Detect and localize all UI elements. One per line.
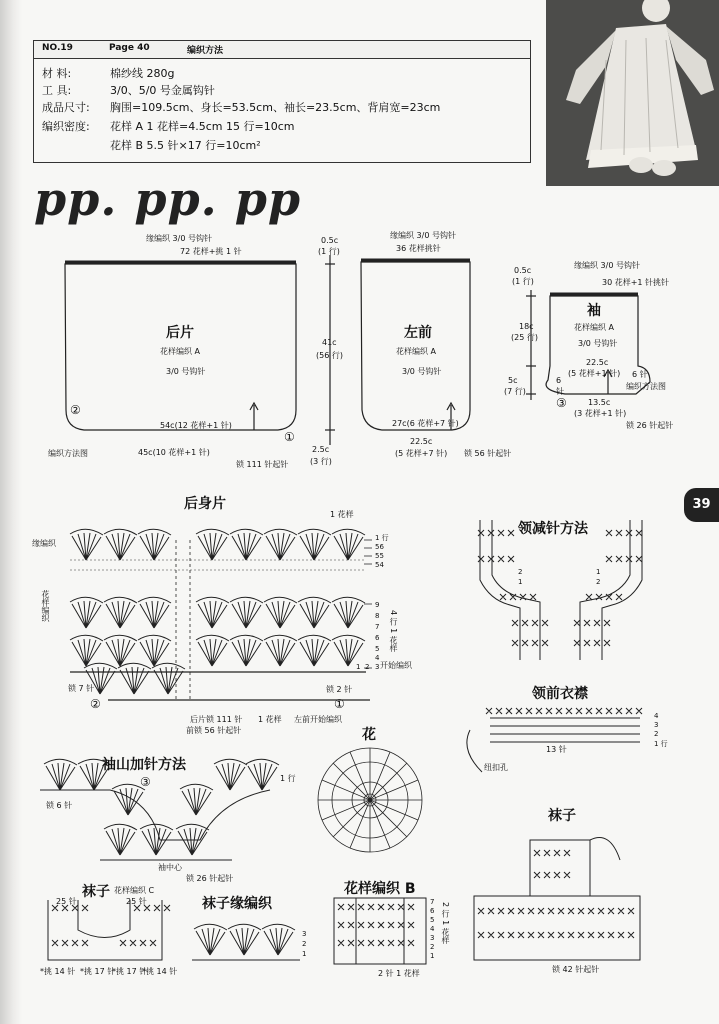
sleeve-top-note: 缘编织 3/0 号钩针 [574, 261, 640, 270]
placket-count: 13 针 [546, 745, 567, 754]
back-marker-1: ① [284, 430, 295, 444]
sock-left-title: 袜子 [82, 884, 110, 900]
gauge-label: 编织密度: [42, 120, 90, 133]
front-width-inner: 27c(6 花样+7 针) [392, 419, 459, 428]
materials-value: 棉纱线 280g [110, 67, 175, 80]
sleeve-cap-chain-26: 锁 26 针起针 [186, 874, 234, 883]
back-body-chart [70, 529, 372, 700]
back-marker-2: ② [70, 403, 81, 417]
pattern-b-title: 花样编织 B [344, 881, 416, 897]
back-width-bottom: 45c(10 花样+1 针) [138, 448, 210, 457]
back-pattern: 花样编织 A [160, 347, 201, 356]
tools-label: 工 具: [42, 84, 72, 97]
sleeve-top-count: 30 花样+1 针挑针 [602, 278, 670, 287]
placket-row-2: 2 [654, 730, 659, 738]
front-width-bottom-detail: (5 花样+7 针) [395, 449, 448, 458]
size-label: 成品尺寸: [42, 101, 90, 114]
flower-title: 花 [362, 727, 376, 743]
sock-left-pattern: 花样编织 C [114, 886, 155, 895]
tools-value: 3/0、5/0 号金属钩针 [110, 84, 215, 97]
back-piece-title: 后片 [166, 325, 194, 341]
sleeve-cap-chart [40, 759, 279, 860]
flower-chart [318, 748, 422, 852]
back-chart-marker-2: ② [90, 697, 101, 711]
sleeve-pattern: 花样编织 A [574, 323, 615, 332]
placket-row-1: 1 行 [654, 740, 668, 748]
back-chart-row-8: 8 [375, 612, 380, 620]
back-top-note: 缘编织 3/0 号钩针 [146, 234, 212, 243]
back-chart-row-label: 4 行 1 花样 [389, 610, 398, 652]
back-chart-chain-2: 锁 2 针 [326, 685, 353, 694]
pattern-b-row-7: 7 [430, 898, 435, 906]
sock-right-chain: 锁 42 针起针 [552, 965, 600, 974]
front-piece-title: 左前 [404, 325, 432, 341]
pattern-b-row-4: 4 [430, 925, 435, 933]
sleeve-top-rows: (1 行) [512, 277, 534, 286]
page-ref: Page 40 [109, 43, 150, 53]
back-width-inner: 54c(12 花样+1 针) [160, 421, 232, 430]
back-chart-row-1b: 1 [356, 663, 361, 671]
dim-bottom-gap: 2.5c [312, 445, 330, 454]
back-chart-front-chain: 前锁 56 针起针 [186, 726, 242, 735]
sleeve-cap-title: 袖山加针方法 [102, 757, 186, 773]
gauge-value-a: 花样 A 1 花样=4.5cm 15 行=10cm [110, 120, 295, 133]
back-chart-row-9: 9 [375, 601, 380, 609]
back-chart-front-start: 左前开始编织 [294, 715, 342, 724]
pattern-b-bottom: 2 针 1 花样 [378, 969, 420, 978]
neck-title: 领减针方法 [518, 521, 588, 537]
sleeve-width-mid-detail: (5 花样+1 针) [568, 369, 621, 378]
sleeve-method-ref: 编织方法图 [626, 382, 666, 391]
method-title: 编织方法 [187, 46, 224, 56]
front-needle: 3/0 号钩针 [402, 367, 442, 376]
sock-right-chart [474, 838, 640, 961]
back-chart-body-label: 花样编织 [41, 590, 50, 622]
back-chart-row-4: 4 [375, 654, 380, 662]
back-chart-title: 后身片 [184, 496, 226, 512]
pattern-b-row-2: 2 [430, 943, 435, 951]
sock-edge-chart [192, 924, 300, 960]
back-method-ref: 编织方法图 [48, 449, 88, 458]
back-top-count: 72 花样+挑 1 针 [180, 247, 242, 256]
back-chart-one-pattern: 1 花样 [330, 510, 354, 519]
placket-row-3: 3 [654, 721, 659, 729]
sock-left-pick-2: *挑 17 针 [80, 967, 116, 976]
size-value: 胸围=109.5cm、身长=53.5cm、袖长=23.5cm、背肩宽=23cm [110, 101, 441, 114]
sleeve-side: 5c [508, 376, 518, 385]
gauge-value-b: 花样 B 5.5 针×17 行=10cm² [110, 139, 261, 152]
sock-edge-title: 袜子缘编织 [202, 896, 272, 912]
sock-right-title: 袜子 [548, 808, 576, 824]
sleeve-needle: 3/0 号钩针 [578, 339, 618, 348]
back-chart-row-2: 2 [365, 663, 370, 671]
sleeve-marker-3: ③ [556, 396, 567, 410]
sleeve-top-gap: 0.5c [514, 266, 532, 275]
placket-title: 领前衣襟 [532, 686, 588, 702]
front-chain: 锁 56 针起针 [464, 449, 512, 458]
pattern-b-chart [334, 898, 426, 964]
neck-right-row-2: 2 [596, 578, 601, 586]
materials-label: 材 料: [42, 67, 72, 80]
sleeve-cap-chain-6: 锁 6 针 [46, 801, 73, 810]
pattern-b-row-5: 5 [430, 916, 435, 924]
pattern-b-row-1: 1 [430, 952, 435, 960]
sock-left-pick-1: *挑 14 针 [40, 967, 76, 976]
sock-left-pick-4: *挑 14 针 [142, 967, 178, 976]
sleeve-side-rows: (7 行) [504, 387, 526, 396]
sleeve-width-bottom: 13.5c [588, 398, 611, 407]
neck-right-row-1: 1 [596, 568, 601, 576]
sleeve-chain: 锁 26 针起针 [626, 421, 674, 430]
back-chart-chain-7: 锁 7 针 [68, 684, 95, 693]
back-needle: 3/0 号钩针 [166, 367, 206, 376]
page-number-badge: 39 [684, 488, 719, 522]
sleeve-width-mid: 22.5c [586, 358, 609, 367]
sleeve-inc-right: 6 针 [632, 370, 648, 379]
sleeve-title: 袖 [587, 303, 601, 319]
neck-left-row-2: 2 [518, 568, 523, 576]
placket-buttonhole: 纽扣孔 [484, 763, 508, 772]
sock-left-25a: 25 针 [56, 897, 77, 906]
sleeve-cap-row-1: 1 行 [280, 774, 296, 783]
dim-top-rows: (1 行) [318, 247, 340, 256]
back-chart-start: 开始编织 [380, 661, 412, 670]
sleeve-len-rows: (25 行) [511, 333, 538, 342]
back-chart-row-1: 1 行 [375, 534, 389, 542]
neck-decrease-chart [478, 520, 642, 660]
placket-row-4: 4 [654, 712, 659, 720]
sock-left-25b: 25 针 [126, 897, 147, 906]
front-pattern: 花样编织 A [396, 347, 437, 356]
pattern-b-side: 2 行 1 花样 [441, 902, 450, 944]
sleeve-inc-left-unit: 针 [556, 387, 564, 396]
pattern-b-row-3: 3 [430, 934, 435, 942]
back-chart-row-54: 54 [375, 561, 384, 569]
back-chart-row-5: 5 [375, 645, 380, 653]
back-chart-row-3: 3 [375, 663, 380, 671]
sleeve-cap-marker: ③ [140, 775, 151, 789]
front-top-note: 缘编织 3/0 号钩针 [390, 231, 456, 240]
sleeve-len: 18c [519, 322, 534, 331]
back-chart-marker-1: ① [334, 697, 345, 711]
dim-length: 41c [322, 338, 337, 347]
sleeve-width-bottom-detail: (3 花样+1 针) [574, 409, 627, 418]
back-chart-one-pattern-bottom: 1 花样 [258, 715, 282, 724]
front-top-count: 36 花样挑针 [396, 244, 441, 253]
watermark-text: pp. pp. pp [34, 172, 302, 226]
dim-length-rows: (56 行) [316, 351, 343, 360]
dim-bottom-rows: (3 行) [310, 457, 332, 466]
back-chart-row-7: 7 [375, 623, 380, 631]
sock-edge-row-1: 1 [302, 950, 307, 958]
pattern-b-row-6: 6 [430, 907, 435, 915]
back-chart-row-55: 55 [375, 552, 384, 560]
back-chart-row-56: 56 [375, 543, 384, 551]
back-chain: 锁 111 针起针 [236, 460, 289, 469]
dim-top-gap: 0.5c [321, 236, 339, 245]
sleeve-inc-left: 6 [556, 376, 562, 385]
front-width-bottom: 22.5c [410, 437, 433, 446]
sock-left-chart [48, 900, 170, 960]
sock-edge-row-2: 2 [302, 940, 307, 948]
back-chart-row-6: 6 [375, 634, 380, 642]
back-chart-edge: 缘编织 [32, 539, 56, 548]
sock-left-pick-3: *挑 17 针 [112, 967, 148, 976]
sleeve-cap-center: 袖中心 [158, 863, 182, 872]
neck-left-row-1: 1 [518, 578, 523, 586]
sock-edge-row-3: 3 [302, 930, 307, 938]
pattern-number: NO.19 [42, 43, 73, 53]
back-chart-back-chain: 后片锁 111 针 [190, 715, 243, 724]
